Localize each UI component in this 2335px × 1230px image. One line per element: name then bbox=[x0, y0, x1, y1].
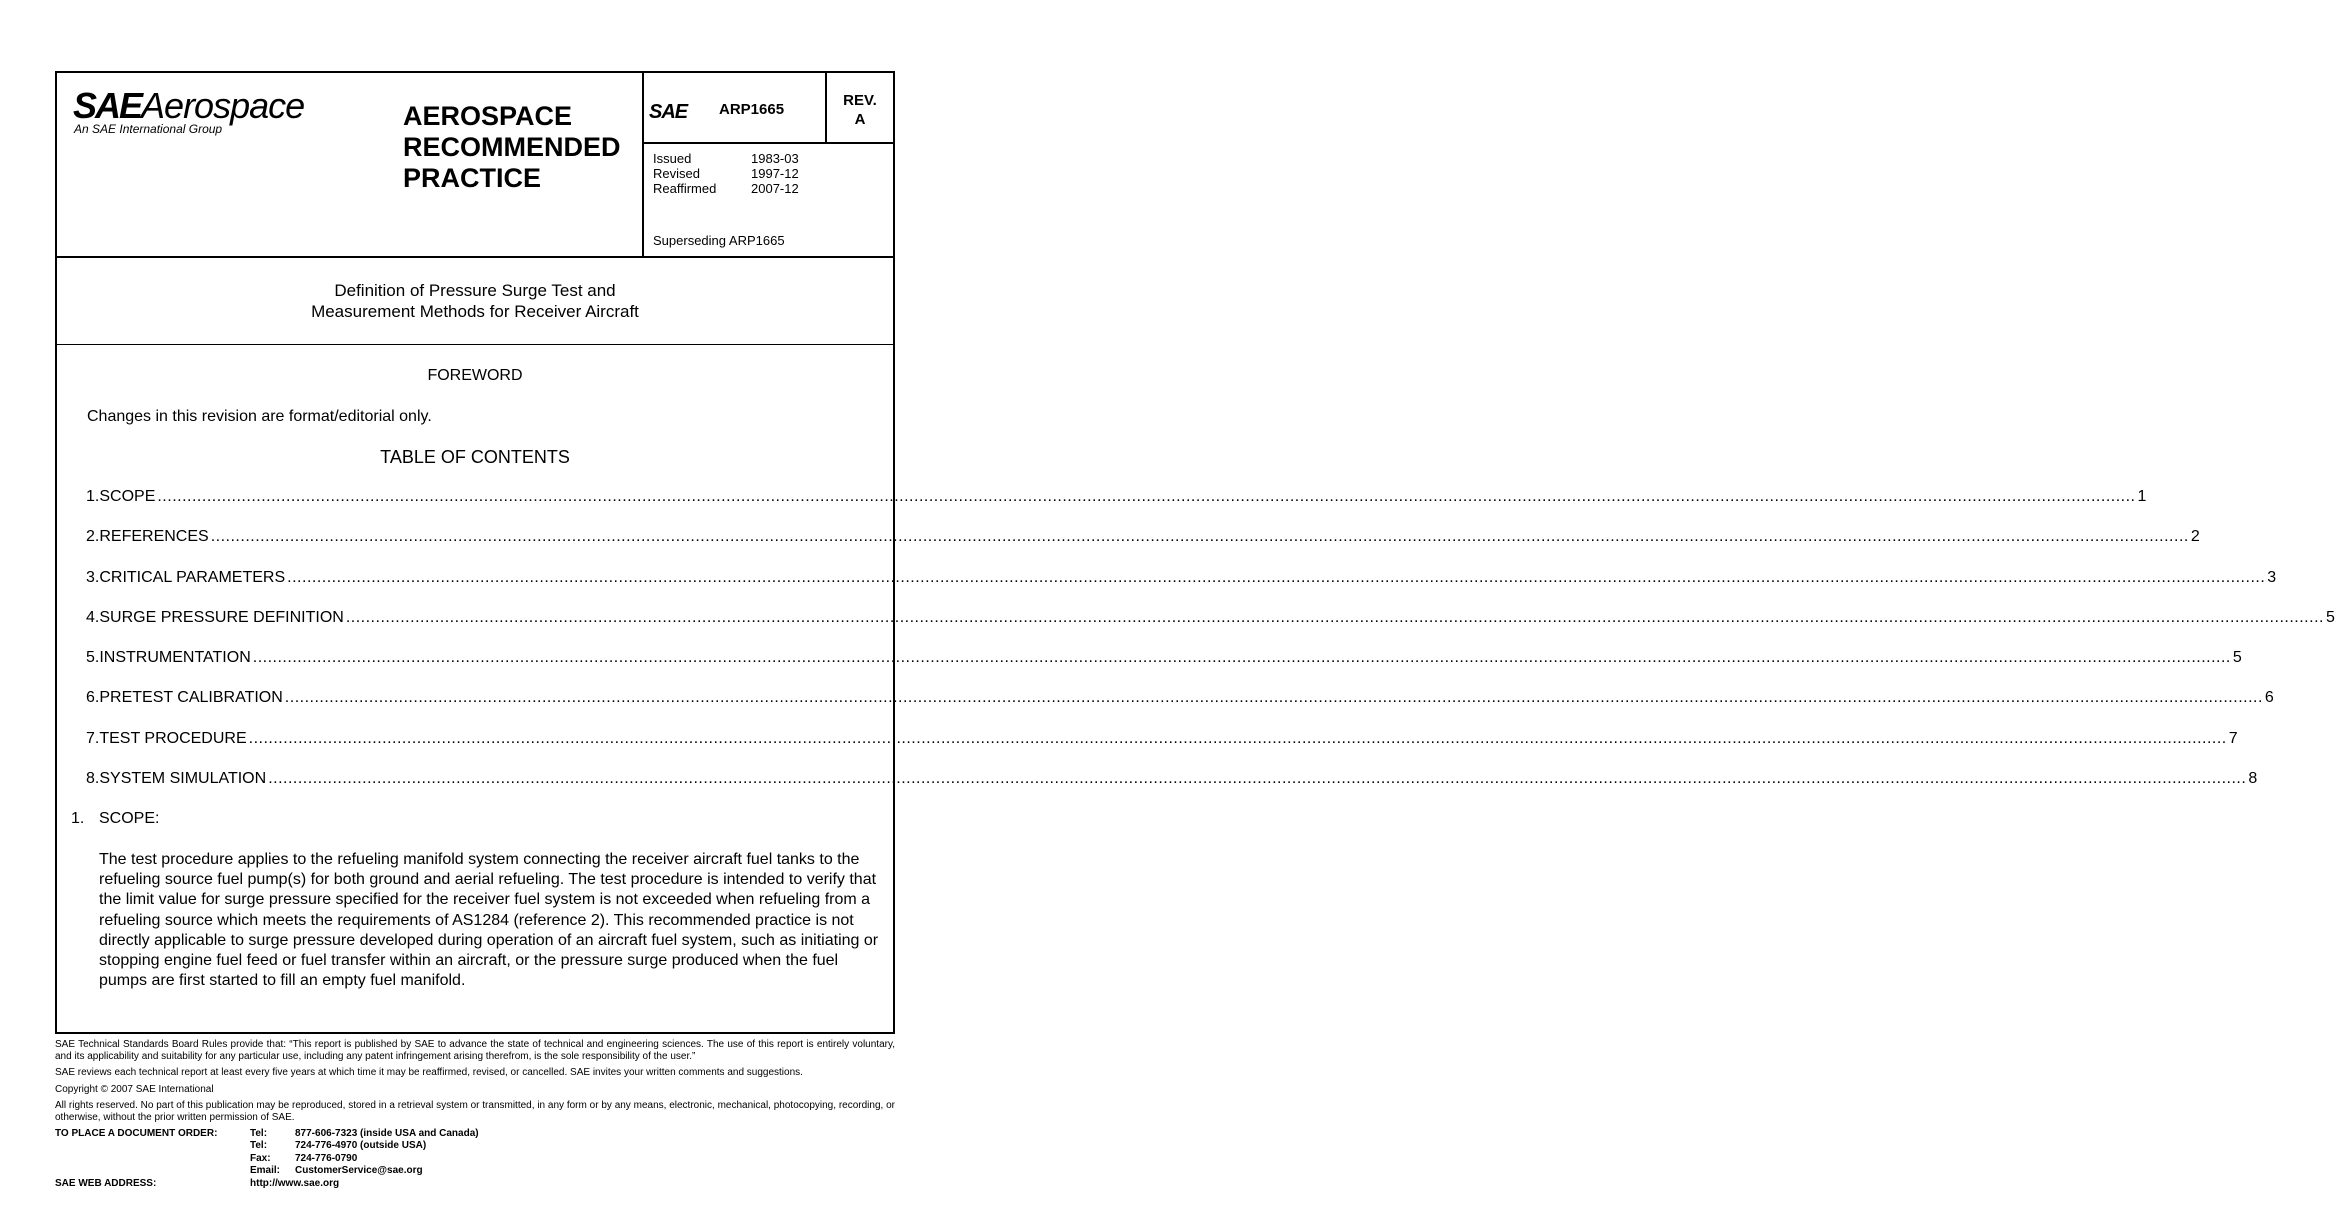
scope-paragraph: The test procedure applies to the refueling manifold system connecting the receiver aircraft fuel tanks to the refueling source fuel pump(s) for both ground and aerial refueling. The test procedure is intended to verify that the limit value for surge pressure specified for the receiver fuel system is not exceeded when refueling from a refueling source which meets the requirements of AS1284 (reference 2). This recommended practice is not directly applicable to surge pressure developed during operation of an aircraft fuel system, such as initiating or stopping engine fuel feed or fuel transfer within an aircraft, or the pressure surge produced when the fuel pumps are first started to fill an empty fuel manifold. bbox=[99, 851, 879, 990]
toc-leader: ................................................................................................................................................................................................................................................................................................................................................................................................................ bbox=[284, 689, 2263, 707]
footer-copyright: Copyright © 2007 SAE International bbox=[55, 1083, 214, 1095]
toc-number: 1. bbox=[86, 488, 100, 505]
order-label: TO PLACE A DOCUMENT ORDER: bbox=[55, 1128, 218, 1139]
toc-entry[interactable] bbox=[86, 488, 2147, 528]
contact-type: Tel: bbox=[250, 1128, 268, 1139]
footer-rights: All rights reserved. No part of this publication may be reproduced, stored in a retrieval system or transmitted, in any form or by any means, electronic, mechanical, photocopying, recording, or otherwise, without the prior written permission of SAE. bbox=[55, 1100, 895, 1123]
document-footer bbox=[55, 1039, 895, 1190]
date-label: Reaffirmed bbox=[653, 181, 717, 196]
foreword-text: Changes in this revision are format/editorial only. bbox=[87, 408, 432, 425]
scope-heading bbox=[71, 810, 159, 828]
scope-title: SCOPE: bbox=[99, 810, 160, 827]
toc-label: SYSTEM SIMULATION bbox=[99, 770, 267, 788]
document-title bbox=[57, 256, 893, 345]
toc-number: 3. bbox=[86, 568, 100, 586]
toc-entry[interactable] bbox=[86, 608, 2335, 649]
contact-type: Email: bbox=[250, 1165, 281, 1177]
toc-leader: ................................................................................................................................................................................................................................................................................................................................................................................................................ bbox=[287, 568, 2266, 586]
toc-leader: ................................................................................................................................................................................................................................................................................................................................................................................................................ bbox=[345, 608, 2324, 626]
toc-page: 5 bbox=[2232, 649, 2242, 667]
toc-label: REFERENCES bbox=[99, 528, 209, 546]
divider bbox=[642, 73, 644, 256]
toc-page: 3 bbox=[2267, 568, 2277, 586]
foreword-heading: FOREWORD bbox=[427, 367, 523, 384]
toc-label: SCOPE bbox=[99, 488, 156, 505]
toc-leader: ................................................................................................................................................................................................................................................................................................................................................................................................................ bbox=[268, 770, 2247, 788]
toc-label: INSTRUMENTATION bbox=[99, 649, 251, 667]
toc-page: 2 bbox=[2190, 528, 2200, 546]
title-line: Measurement Methods for Receiver Aircraft bbox=[311, 302, 639, 321]
date-row bbox=[653, 151, 799, 166]
toc-entry[interactable] bbox=[86, 770, 2258, 810]
toc-heading: TABLE OF CONTENTS bbox=[380, 447, 570, 467]
toc-label: CRITICAL PARAMETERS bbox=[99, 568, 286, 586]
toc-number: 5. bbox=[86, 649, 100, 667]
document-header bbox=[57, 73, 893, 258]
logo-subtitle: An SAE International Group bbox=[74, 122, 223, 136]
toc-number: 7. bbox=[86, 729, 100, 747]
toc-page: 5 bbox=[2325, 608, 2335, 626]
sae-small-logo: SAE bbox=[649, 101, 688, 123]
toc-leader: ................................................................................................................................................................................................................................................................................................................................................................................................................ bbox=[248, 729, 2227, 747]
toc-leader: ................................................................................................................................................................................................................................................................................................................................................................................................................ bbox=[252, 649, 2231, 667]
logo-word: Aerospace bbox=[141, 85, 305, 126]
web-label: SAE WEB ADDRESS: bbox=[55, 1177, 157, 1189]
toc-leader: ................................................................................................................................................................................................................................................................................................................................................................................................................ bbox=[210, 528, 2189, 546]
date-row bbox=[653, 166, 799, 181]
contact-value: 724-776-4970 (outside USA) bbox=[295, 1140, 427, 1152]
divider bbox=[642, 142, 893, 144]
toc-label: TEST PROCEDURE bbox=[99, 729, 247, 747]
document-frame bbox=[55, 71, 2335, 1034]
document-type: AEROSPACE RECOMMENDED PRACTICE bbox=[403, 101, 621, 193]
toc-label: SURGE PRESSURE DEFINITION bbox=[99, 608, 344, 626]
toc-page: 8 bbox=[2248, 770, 2258, 788]
toc-number: 2. bbox=[86, 528, 100, 546]
contact-value: 724-776-0790 bbox=[295, 1152, 358, 1164]
contact-email[interactable]: CustomerService@sae.org bbox=[295, 1165, 423, 1177]
footer-rules: SAE Technical Standards Board Rules provide that: “This report is published by SAE to advance the state of technical and engineering sciences. The use of this report is entirely voluntary, and its applicability and suitability for any particular use, including any patent infringement arising therefrom, is the sole responsibility of the user.” bbox=[55, 1039, 895, 1062]
scope-number: 1. bbox=[71, 810, 85, 827]
toc-page: 6 bbox=[2264, 689, 2274, 707]
toc-entry[interactable] bbox=[86, 689, 2274, 729]
sae-aerospace-logo bbox=[73, 87, 304, 136]
toc-entry[interactable] bbox=[86, 528, 2200, 568]
contact-type: Fax: bbox=[250, 1152, 271, 1164]
contact-type: Tel: bbox=[250, 1140, 268, 1152]
footer-review: SAE reviews each technical report at least every five years at which time it may be reaffirmed, revised, or cancelled. SAE invites your written comments and suggestions. bbox=[55, 1067, 803, 1078]
toc-number: 6. bbox=[86, 689, 100, 707]
date-label: Issued bbox=[653, 151, 692, 166]
date-value: 1997-12 bbox=[751, 166, 799, 181]
revision-box bbox=[827, 91, 893, 129]
date-row bbox=[653, 181, 799, 196]
document-number: ARP1665 bbox=[719, 101, 785, 118]
revision-label: REV. bbox=[843, 92, 877, 109]
toc-entry[interactable] bbox=[86, 568, 2277, 609]
title-line: Definition of Pressure Surge Test and bbox=[334, 281, 616, 300]
toc-number: 8. bbox=[86, 770, 100, 788]
toc-label: PRETEST CALIBRATION bbox=[99, 689, 283, 707]
toc-entry[interactable] bbox=[86, 729, 2238, 770]
date-label: Revised bbox=[653, 166, 700, 181]
document-dates bbox=[653, 151, 799, 196]
toc-number: 4. bbox=[86, 608, 100, 626]
superseding-note: Superseding ARP1665 bbox=[653, 233, 785, 248]
toc-leader: ................................................................................................................................................................................................................................................................................................................................................................................................................ bbox=[157, 488, 2136, 505]
date-value: 2007-12 bbox=[751, 181, 799, 196]
logo-brand: SAE bbox=[73, 85, 142, 126]
toc-entry[interactable] bbox=[86, 649, 2242, 689]
toc-page: 7 bbox=[2228, 729, 2238, 747]
contact-value: 877-606-7323 (inside USA and Canada) bbox=[295, 1128, 479, 1139]
table-of-contents bbox=[86, 488, 2335, 810]
date-value: 1983-03 bbox=[751, 151, 799, 166]
order-info bbox=[55, 1128, 895, 1190]
web-address[interactable]: http://www.sae.org bbox=[250, 1177, 340, 1189]
revision-value: A bbox=[854, 111, 866, 128]
toc-page: 1 bbox=[2137, 488, 2147, 505]
